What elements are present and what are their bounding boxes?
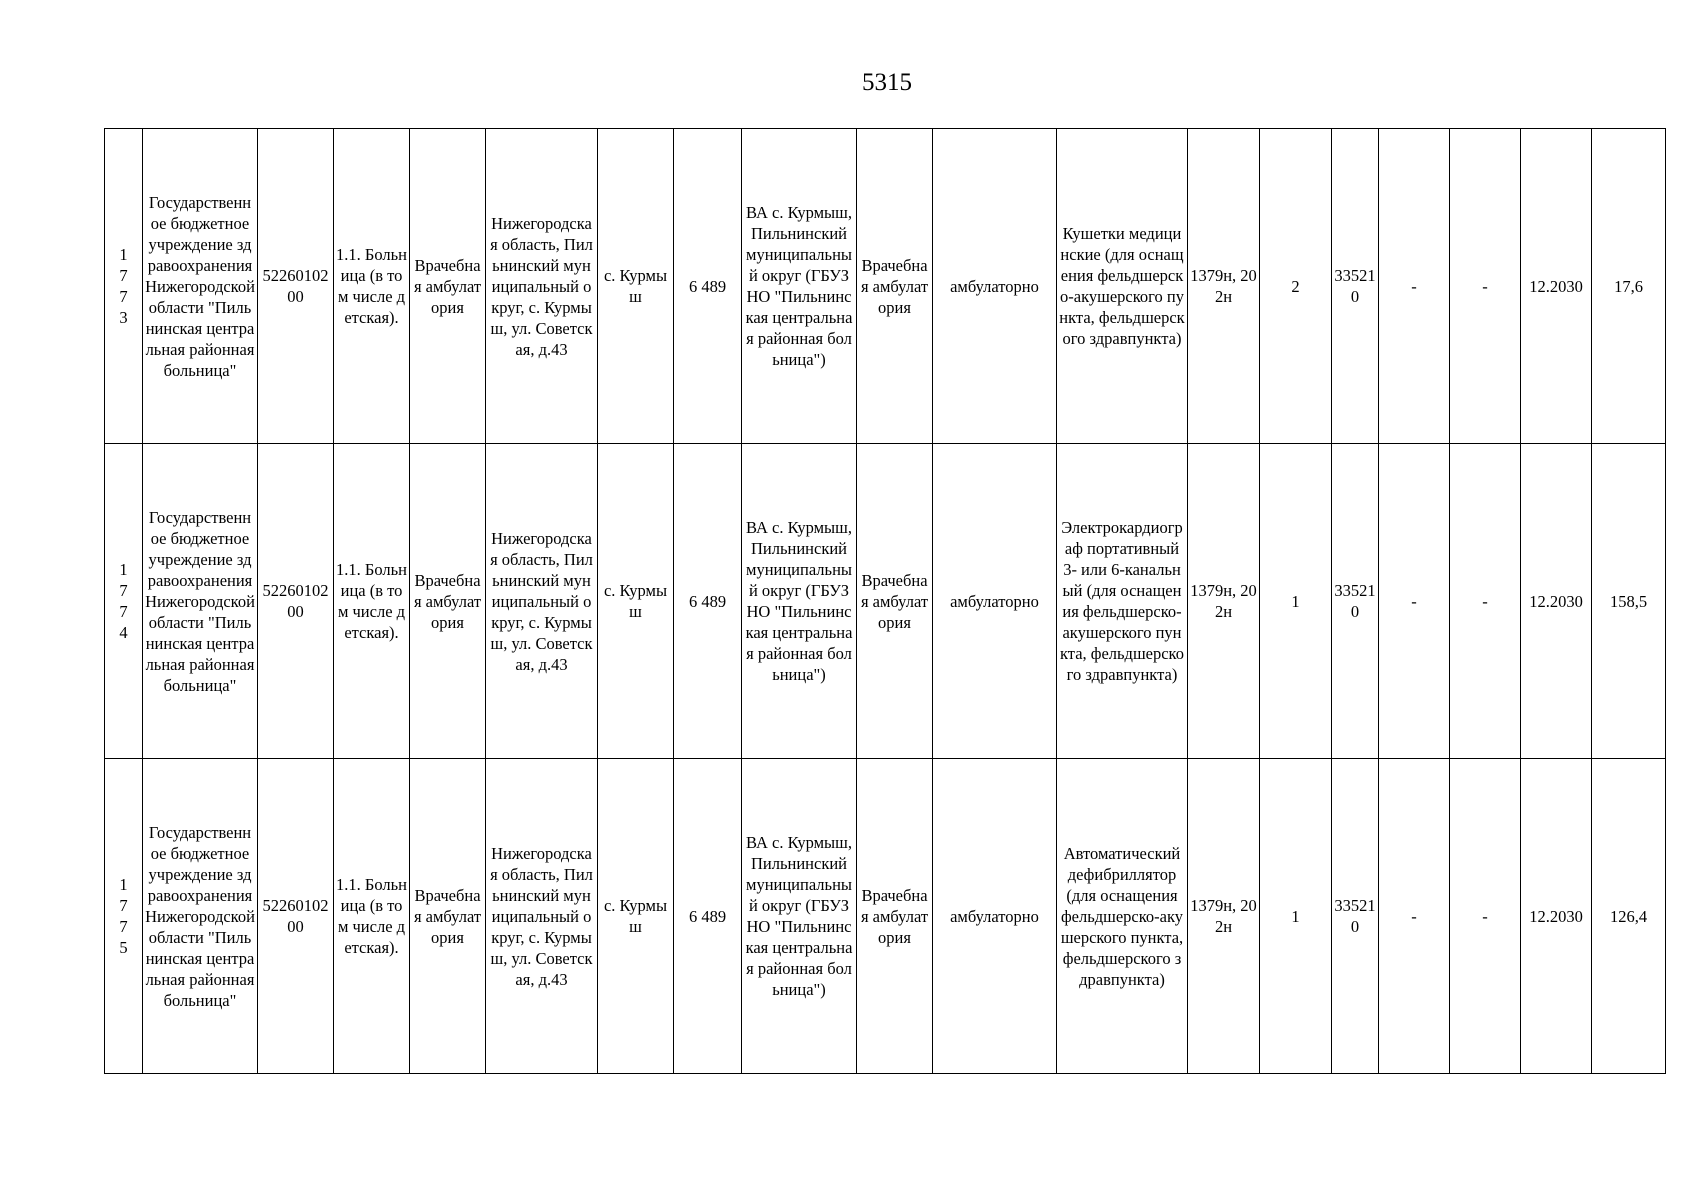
- unit-type-cell: Врачебная амбулатория: [410, 129, 486, 444]
- address-cell: Нижегородская область, Пильнинский муниципальный округ, с. Курмыш, ул. Советская, д.43: [486, 444, 598, 759]
- date-cell: 12.2030: [1521, 129, 1592, 444]
- organization-cell: Государственное бюджетное учреждение здравоохранения Нижегородской области "Пильнинская центральная районная больница": [143, 759, 258, 1074]
- facility-cell: ВА с. Курмыш, Пильнинский муниципальный округ (ГБУЗ НО "Пильнинская центральная районная больница"): [742, 444, 857, 759]
- locality-cell: с. Курмыш: [598, 129, 674, 444]
- column-a-cell: -: [1379, 444, 1450, 759]
- column-a-cell: -: [1379, 129, 1450, 444]
- date-cell: 12.2030: [1521, 759, 1592, 1074]
- registry-table: [104, 128, 1666, 1074]
- date-cell: 12.2030: [1521, 444, 1592, 759]
- column-a-cell: -: [1379, 759, 1450, 1074]
- care-type-cell: амбулаторно: [933, 759, 1057, 1074]
- table-row: [105, 129, 1666, 444]
- okpd-cell: 335210: [1332, 759, 1379, 1074]
- row-number-cell: [105, 129, 143, 444]
- unit-type-cell: Врачебная амбулатория: [410, 444, 486, 759]
- amount-cell: 17,6: [1592, 129, 1666, 444]
- quantity-cell: 1: [1260, 759, 1332, 1074]
- column-b-cell: -: [1450, 759, 1521, 1074]
- page-number: 5315: [862, 69, 912, 96]
- row-number: 1775: [119, 875, 128, 957]
- amount-cell: 158,5: [1592, 444, 1666, 759]
- level-cell: 1.1. Больница (в том числе детская).: [334, 129, 410, 444]
- care-type-cell: амбулаторно: [933, 129, 1057, 444]
- organization-cell: Государственное бюджетное учреждение здравоохранения Нижегородской области "Пильнинская центральная районная больница": [143, 444, 258, 759]
- organization-cell: Государственное бюджетное учреждение здравоохранения Нижегородской области "Пильнинская центральная районная больница": [143, 129, 258, 444]
- code-cell: 5226010200: [258, 759, 334, 1074]
- equipment-cell: Кушетки медицинские (для оснащения фельдшерско-акушерского пункта, фельдшерского здравпункта): [1057, 129, 1188, 444]
- column-b-cell: -: [1450, 129, 1521, 444]
- care-type-cell: амбулаторно: [933, 444, 1057, 759]
- unit-type-2-cell: Врачебная амбулатория: [857, 129, 933, 444]
- population-cell: 6 489: [674, 759, 742, 1074]
- row-number: 1774: [119, 560, 128, 642]
- address-cell: Нижегородская область, Пильнинский муниципальный округ, с. Курмыш, ул. Советская, д.43: [486, 129, 598, 444]
- locality-cell: с. Курмыш: [598, 759, 674, 1074]
- order-cell: 1379н, 202н: [1188, 129, 1260, 444]
- equipment-cell: Автоматический дефибриллятор (для оснащения фельдшерско-акушерского пункта, фельдшерского здравпункта): [1057, 759, 1188, 1074]
- facility-cell: ВА с. Курмыш, Пильнинский муниципальный округ (ГБУЗ НО "Пильнинская центральная районная больница"): [742, 759, 857, 1074]
- row-number-cell: [105, 444, 143, 759]
- equipment-cell: Электрокардиограф портативный 3- или 6-канальный (для оснащения фельдшерско-акушерского пункта, фельдшерского здравпункта): [1057, 444, 1188, 759]
- quantity-cell: 2: [1260, 129, 1332, 444]
- table-row: [105, 759, 1666, 1074]
- population-cell: 6 489: [674, 129, 742, 444]
- okpd-cell: 335210: [1332, 129, 1379, 444]
- quantity-cell: 1: [1260, 444, 1332, 759]
- level-cell: 1.1. Больница (в том числе детская).: [334, 759, 410, 1074]
- row-number-cell: [105, 759, 143, 1074]
- unit-type-cell: Врачебная амбулатория: [410, 759, 486, 1074]
- unit-type-2-cell: Врачебная амбулатория: [857, 759, 933, 1074]
- unit-type-2-cell: Врачебная амбулатория: [857, 444, 933, 759]
- okpd-cell: 335210: [1332, 444, 1379, 759]
- amount-cell: 126,4: [1592, 759, 1666, 1074]
- address-cell: Нижегородская область, Пильнинский муниципальный округ, с. Курмыш, ул. Советская, д.43: [486, 759, 598, 1074]
- order-cell: 1379н, 202н: [1188, 759, 1260, 1074]
- column-b-cell: -: [1450, 444, 1521, 759]
- locality-cell: с. Курмыш: [598, 444, 674, 759]
- order-cell: 1379н, 202н: [1188, 444, 1260, 759]
- code-cell: 5226010200: [258, 129, 334, 444]
- table-row: [105, 444, 1666, 759]
- facility-cell: ВА с. Курмыш, Пильнинский муниципальный округ (ГБУЗ НО "Пильнинская центральная районная больница"): [742, 129, 857, 444]
- code-cell: 5226010200: [258, 444, 334, 759]
- population-cell: 6 489: [674, 444, 742, 759]
- row-number: 1773: [119, 245, 128, 327]
- level-cell: 1.1. Больница (в том числе детская).: [334, 444, 410, 759]
